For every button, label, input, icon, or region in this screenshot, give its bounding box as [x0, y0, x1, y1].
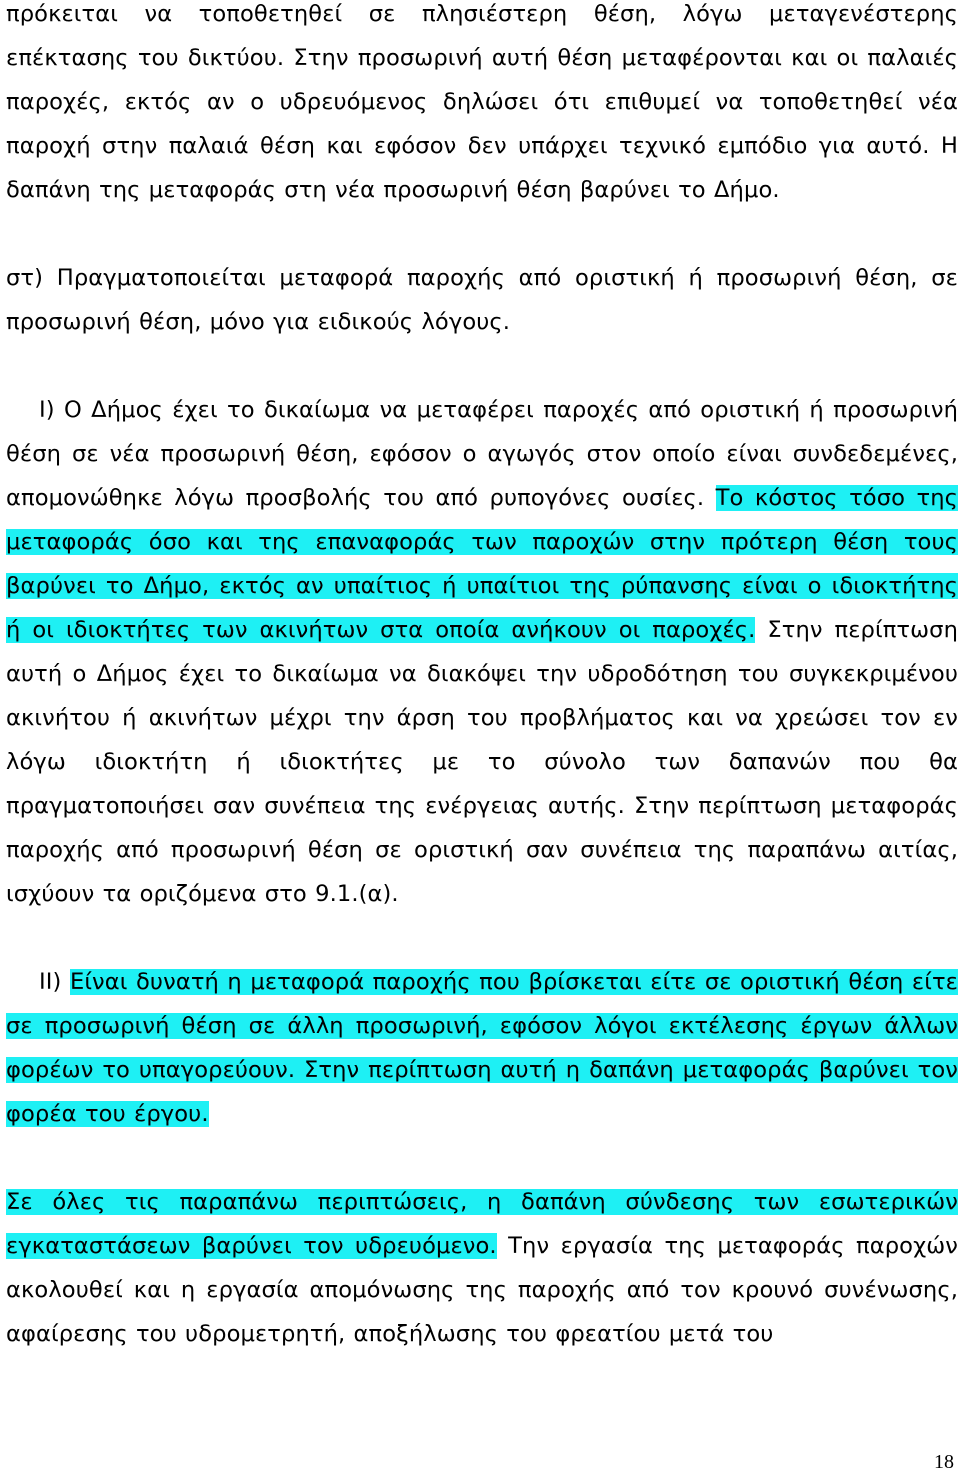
paragraph-text: Στην περίπτωση αυτή ο Δήμος έχει το δικαίωμα να διακόψει την υδροδότηση του συγκεκριμένου ακινήτου ή ακινήτων μέχρι την άρση του προβλήματος και να χρεώσει τον εν λόγω ιδιοκτήτη ή ιδιοκτήτες με το σύνολο των δαπανών που θα πραγματοποιήσει σαν συνέπεια της ενέργειας αυτής. Στην περίπτωση μεταφοράς παροχής από προσωρινή θέση σε οριστική σαν συνέπεια της παραπάνω αιτίας, ισχύουν τα οριζόμενα στο 9.1.(α).: [6, 617, 958, 907]
highlighted-text: Είναι δυνατή η μεταφορά παροχής που βρίσκεται είτε σε οριστική θέση είτε σε προσωρινή θέση σε άλλη προσωρινή, εφόσον λόγοι εκτέλεσης έργων άλλων φορέων το υπαγορεύουν. Στην περίπτωση αυτή η δαπάνη μεταφοράς βαρύνει τον φορέα του έργου.: [6, 969, 958, 1127]
paragraph-text: στ) Πραγματοποιείται μεταφορά παροχής από οριστική ή προσωρινή θέση, σε προσωρινή θέση, μόνο για ειδικούς λόγους.: [6, 265, 958, 335]
paragraph-text: Ι) Ο Δήμος έχει το δικαίωμα να μεταφέρει παροχές από οριστική ή προσωρινή θέση σε νέα προσωρινή θέση, εφόσον ο αγωγός στον οποίο είναι συνδεδεμένες, απομονώθηκε λόγω προσβολής του από ρυπογόνες ουσίες.: [6, 397, 958, 511]
highlighted-text: Το κόστος τόσο της μεταφοράς όσο και της επαναφοράς των παροχών στην πρότερη θέση τους βαρύνει το Δήμο, εκτός αν υπαίτιος ή υπαίτιοι της ρύπανσης είναι ο ιδιοκτήτης ή οι ιδιοκτήτες των ακινήτων στα οποία ανήκουν οι παροχές.: [6, 485, 959, 643]
paragraph-text: πρόκειται να τοποθετηθεί σε πλησιέστερη θέση, λόγω μεταγενέστερης επέκτασης του δικτύου. Στην προσωρινή αυτή θέση μεταφέρονται και οι παλαιές παροχές, εκτός αν ο υδρευόμενος δηλώσει ότι επιθυμεί να τοποθετηθεί νέα παροχή στην παλαιά θέση και εφόσον δεν υπάρχει τεχνικό εμπόδιο για αυτό. Η δαπάνη της μεταφοράς στη νέα προσωρινή θέση βαρύνει το Δήμο.: [6, 1, 958, 203]
paragraph-item-st: [6, 256, 958, 344]
paragraph-text: ΙΙ): [39, 969, 70, 995]
document-page: [6, 0, 958, 1356]
paragraph-item-ii: [6, 960, 958, 1136]
paragraph-text: Την εργασία της μεταφοράς παροχών ακολουθεί και η εργασία απομόνωσης της παροχής από τον κρουνό συνένωσης, αφαίρεσης του υδρομετρητή, αποξήλωσης του φρεατίου μετά του: [6, 1233, 958, 1347]
highlighted-text: Σε όλες τις παραπάνω περιπτώσεις, η δαπάνη σύνδεσης των εσωτερικών εγκαταστάσεων βαρύνει τον υδρευόμενο.: [6, 1189, 958, 1259]
paragraph-summary: [6, 1180, 958, 1356]
page-number: 18: [934, 1451, 954, 1473]
paragraph-continuation: [6, 0, 958, 212]
paragraph-item-i: [6, 388, 958, 916]
